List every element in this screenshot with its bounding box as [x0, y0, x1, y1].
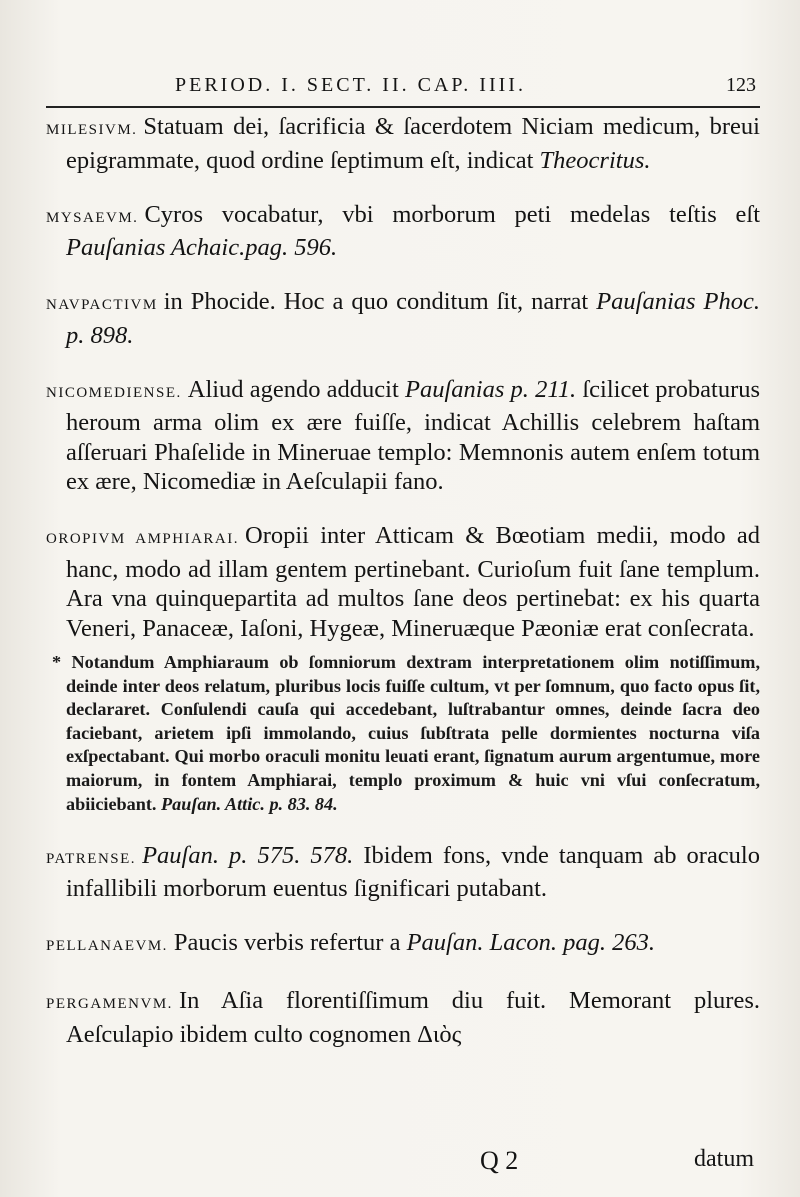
footnote-source: Pauſan. Attic. p. 83. 84. — [161, 793, 338, 814]
page-footer — [46, 1146, 760, 1180]
entry-source: Pauſan. p. 575. 578. — [142, 841, 354, 869]
entry-pellanaeum — [46, 928, 760, 962]
header-rule — [46, 106, 760, 108]
entry-text: Paucis verbis refertur a — [173, 929, 407, 957]
signature-mark: Q 2 — [480, 1146, 519, 1175]
entry-patrense — [46, 841, 760, 904]
entry-source: Pauſanias p. 211. — [405, 375, 577, 403]
entry-naupactium — [46, 287, 760, 350]
entry-term: PERGAMENVM. — [46, 996, 173, 1013]
footnote-marker: * — [52, 652, 62, 672]
entry-term: MYSAEVM. — [46, 209, 139, 226]
entry-source: Theocritus. — [539, 146, 651, 174]
entry-pergamenum — [46, 986, 760, 1049]
entry-nicomediense — [46, 375, 760, 497]
entry-text: Oropii inter Atticam & Bœotiam medii, modo ad hanc, modo ad illam gentem pertinebant. Curioſum fuit ſane templum. Ara vna quinquepartita ad multos ſane deos pertinebat: ex his quarta Veneri, Panaceæ, Iaſoni, Hygeæ, Mineruæque Pæoniæ erat conſecrata. — [66, 522, 760, 642]
entry-text: Cyros vocabatur, vbi morborum peti medelas teſtis eſt — [144, 200, 760, 228]
entry-term: PATRENSE. — [46, 850, 137, 867]
entry-text: In Aſia florentiſſimum diu fuit. Memorant plures. Aeſculapio ibidem culto cognomen Διὸς — [66, 987, 760, 1048]
entry-term: NAVPACTIVM — [46, 297, 158, 313]
entry-text: Statuam dei, ſacrificia & ſacerdotem Niciam medicum, breui epigrammate, quod ordine ſeptimum eſt, indicat — [66, 113, 760, 174]
running-header — [40, 74, 762, 102]
entry-text: Aliud agendo adducit — [187, 375, 405, 403]
entry-text: Ibidem fons, vnde tanquam ab oraculo infallibili morborum euentus ſignificari putabant. — [66, 841, 760, 903]
entry-source: Pauſan. Lacon. pag. 263. — [406, 929, 655, 957]
entry-mysaeum — [46, 200, 760, 263]
entry-oropium — [46, 521, 760, 643]
catchword: datum — [694, 1146, 754, 1172]
entry-term: OROPIVM AMPHIARAI. — [46, 531, 239, 547]
entry-text-continued: ſcilicet probaturus heroum arma olim ex ære fuiſſe, indicat Achillis celebrem haſtam aſſeruari Phaſelide in Mineruae templo: Memnonis autem enſem totum ex ære, Nicomediæ in Aeſculapii fano. — [66, 375, 761, 495]
page-number: 123 — [726, 74, 756, 96]
entry-term: MILESIVM. — [46, 122, 138, 138]
entry-source: Pauſanias Phoc. p. 898. — [66, 288, 760, 349]
entry-milesium — [46, 112, 760, 175]
entry-source: Pauſanias Achaic.pag. 596. — [66, 234, 338, 261]
entry-term: PELLANAEVM. — [46, 938, 168, 955]
entry-term: NICOMEDIENSE. — [46, 384, 182, 401]
footnote-text: Notandum Amphiaraum ob ſomniorum dextram interpretationem olim notiſſimum, deinde inter deos relatum, pluribus locis fuiſſe cultum, vt per ſomnum, quo facto opus ſit, declararet. Conſulendi cauſa qui accedebant, luſtrabantur omnes, deinde ſacra deo faciebant, arietem ipſi immolando, cuius ſubſtrata pelle dormientes nocturna viſa exſpectabant. Qui morbo oraculi monitu leuati erant, ſignatum aurum argentumue, more maiorum, in fontem Amphiarai, templo proximum & huic vni vſui conſecratum, abiiciebant. — [66, 652, 761, 814]
footnote — [46, 651, 760, 816]
body-text — [46, 112, 760, 1052]
running-title: PERIOD. I. SECT. II. CAP. IIII. — [175, 74, 526, 96]
entry-text: in Phocide. Hoc a quo conditum ſit, narrat — [163, 288, 597, 315]
